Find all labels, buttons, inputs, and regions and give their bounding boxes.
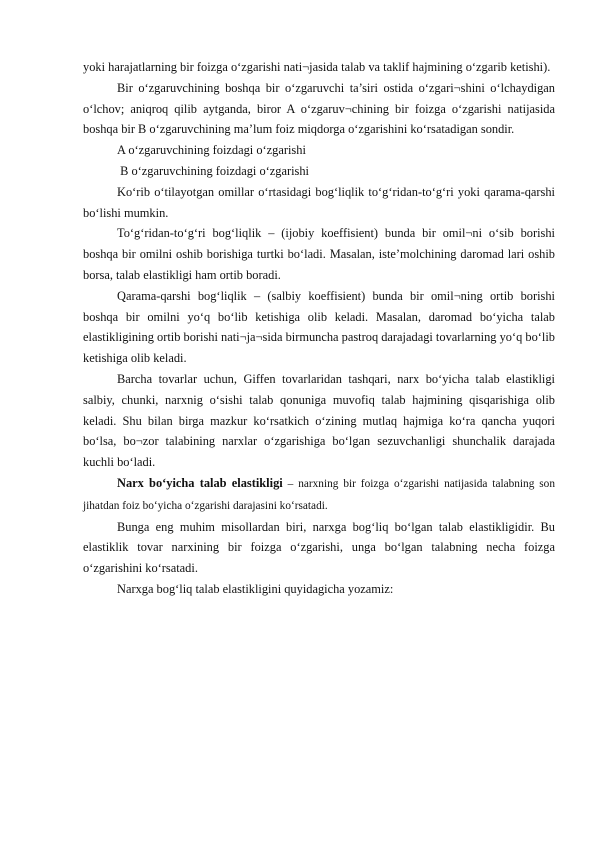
term-definition-text: – narxning bir foizga o‘zgarishi natijasida talabning son jihatdan foiz bo‘yicha o‘zgarishi darajasini ko‘rsatadi. (83, 477, 555, 512)
paragraph-price-elasticity-definition (83, 473, 555, 517)
paragraph-example: Bunga eng muhim misollardan biri, narxga bog‘liq bo‘lgan talab elastikligidir. Bu elastiklik tovar narxining bir foizga o‘zgarishi, unga bo‘lgan talabning necha foizga o‘zgarishini ko‘rsatadi. (83, 519, 555, 576)
term-price-elasticity: Narx bo‘yicha talab elastikligi (117, 475, 283, 490)
formula-denominator-text: B o‘zgaruvchining foizdagi o‘zgarishi (117, 163, 309, 178)
formula-numerator-text: A o‘zgaruvchining foizdagi o‘zgarishi (117, 143, 306, 158)
document-body (83, 57, 555, 600)
paragraph-formula-intro: Narxga bog‘liq talab elastikligini quyidagicha yozamiz: (117, 581, 394, 596)
paragraph-definition: Bir o‘zgaruvchining boshqa bir o‘zgaruvchi ta’siri ostida o‘zgari¬shini o‘lchaydigan o‘lchov; aniqroq qilib aytganda, biror A o‘zgaruv¬chining bir foizga o‘zgarishi natijasida boshqa bir B o‘zgaruvchining ma’lum foiz miqdorga o‘zgarishini ko‘rsatadigan sondir. (83, 80, 555, 137)
paragraph-relationship: Ko‘rib o‘tilayotgan omillar o‘rtasidagi bog‘liqlik to‘g‘ridan-to‘g‘ri yoki qarama-qarshi bo‘lishi mumkin. (83, 184, 555, 220)
paragraph-giffen-goods: Barcha tovarlar uchun, Giffen tovarlaridan tashqari, narx bo‘yicha talab elastikligi salbiy, chunki, narxnig o‘sishi talab qonuniga muvofiq talab hajmining qisqarishiga olib keladi. Shu bilan birga mazkur ko‘rsatkich o‘zining mutlaq hajmiga ko‘ra qancha yuqori bo‘lsa, bo¬zor talabining narxlar o‘zgarishiga bo‘lgan sezuvchanligi shunchalik darajada kuchli bo‘ladi. (83, 371, 555, 470)
paragraph-inverse-relationship: Qarama-qarshi bog‘liqlik – (salbiy koeffisient) bunda bir omil¬ning ortib borishi boshqa bir omilni yo‘q bo‘lib ketishiga olib keladi. Masalan, daromad bo‘yicha talab elastikligining ortib borishi nati¬ja¬sida birmuncha pastroq darajadagi tovarlarning yo‘q bo‘lib ketishiga olib keladi. (83, 288, 555, 366)
paragraph-continuation: yoki harajatlarning bir foizga o‘zgarishi nati¬jasida talab va taklif hajmining o‘zgarib ketishi). (83, 60, 551, 74)
paragraph-direct-relationship: To‘g‘ridan-to‘g‘ri bog‘liqlik – (ijobiy koeffisient) bunda bir omil¬ni o‘sib borishi boshqa bir omilni oshib borishiga turtki bo‘ladi. Masalan, iste’molchining daromad lari oshib borsa, talab elastikligi ham ortib boradi. (83, 226, 555, 282)
